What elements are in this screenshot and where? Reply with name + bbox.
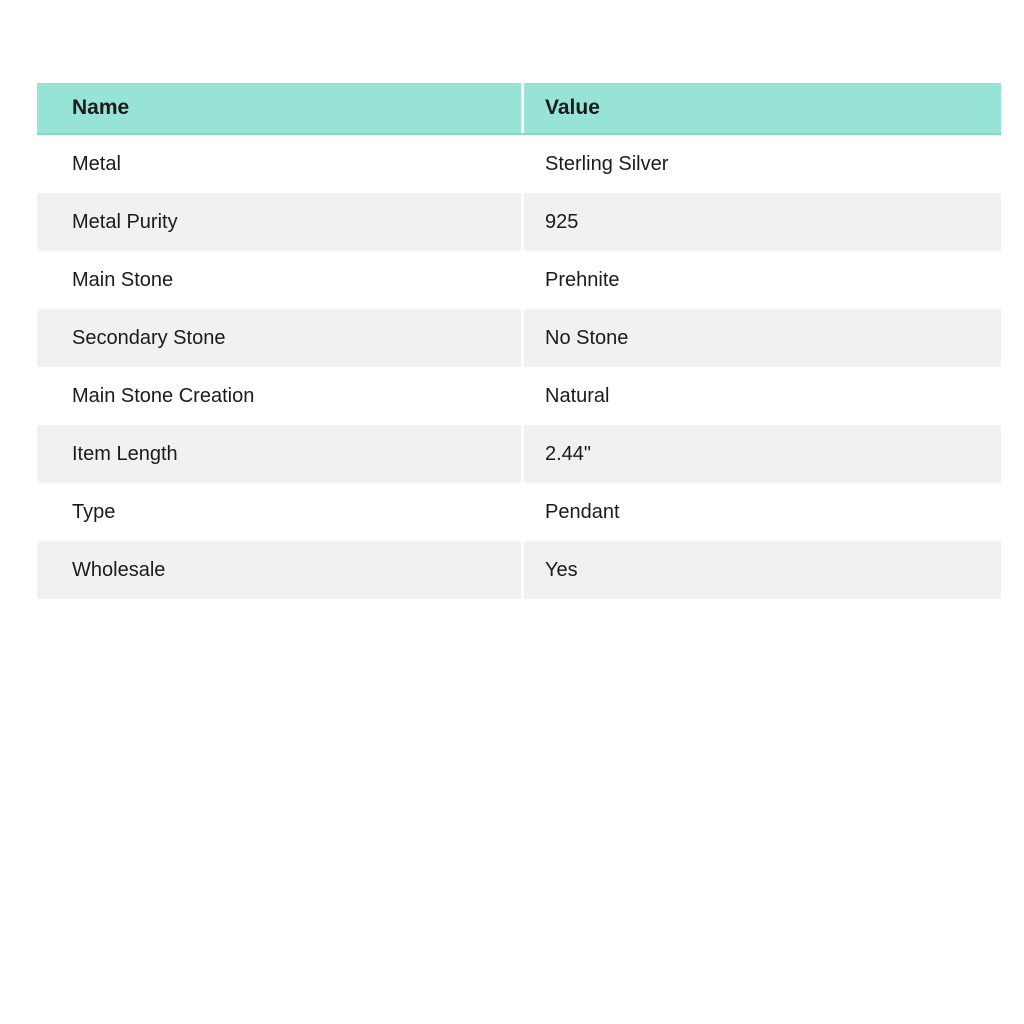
row-name-cell: Main Stone xyxy=(72,268,174,291)
row-name-cell: Secondary Stone xyxy=(72,326,226,349)
row-value-cell: 2.44" xyxy=(521,425,1001,483)
row-name-cell: Metal Purity xyxy=(72,210,178,233)
table-row xyxy=(37,425,1001,483)
table-row xyxy=(37,135,1001,193)
table-row xyxy=(37,483,1001,541)
column-header-name: Name xyxy=(72,96,130,119)
row-value-cell: Pendant xyxy=(521,483,1001,541)
table-row xyxy=(37,193,1001,251)
table-row xyxy=(37,251,1001,309)
row-value-cell: 925 xyxy=(521,193,1001,251)
row-value-cell: No Stone xyxy=(521,309,1001,367)
row-name-cell: Wholesale xyxy=(72,558,166,581)
table-row xyxy=(37,541,1001,599)
row-name-cell: Item Length xyxy=(72,442,178,465)
table-header-row xyxy=(37,83,1001,135)
table-body xyxy=(37,135,1001,599)
row-name-cell: Metal xyxy=(72,152,121,175)
row-name-cell: Type xyxy=(72,500,116,523)
row-value-cell: Prehnite xyxy=(521,251,1001,309)
row-value-cell: Sterling Silver xyxy=(521,135,1001,193)
row-value-cell: Natural xyxy=(521,367,1001,425)
table-row xyxy=(37,367,1001,425)
row-name-cell: Main Stone Creation xyxy=(72,384,255,407)
column-header-value: Value xyxy=(521,83,1001,133)
row-value-cell: Yes xyxy=(521,541,1001,599)
spec-table xyxy=(37,83,1001,599)
table-row xyxy=(37,309,1001,367)
